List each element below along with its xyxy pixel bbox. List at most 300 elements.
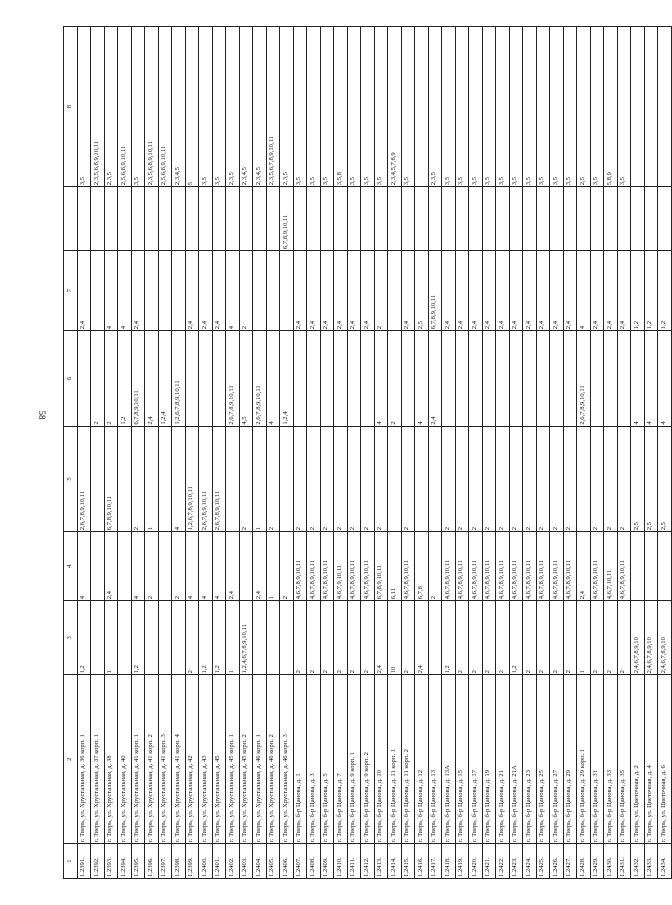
table-cell: 2,4: [226, 532, 240, 601]
table-cell: 2,5: [577, 27, 591, 187]
table-cell: 2: [509, 426, 523, 532]
table-cell: 1.2396.: [145, 844, 159, 879]
table-cell: 2,3,5: [104, 27, 118, 187]
table-cell: г. Тверь, б-р Цанова, д. 7: [334, 675, 348, 844]
table-cell: 4,6,7,9,10,11: [334, 532, 348, 601]
column-header: 5: [64, 426, 78, 532]
table-cell: 6,7,8,9,10,11: [280, 187, 294, 251]
table-cell: 2,4: [550, 251, 564, 331]
table-cell: 3,5: [212, 27, 226, 187]
table-cell: 3,5: [617, 27, 631, 187]
table-cell: 4,6,7,8,9,10,11: [617, 532, 631, 601]
table-cell: 2: [320, 426, 334, 532]
table-cell: [280, 251, 294, 331]
table-cell: 1.2391.: [77, 844, 91, 879]
table-cell: 2: [536, 601, 550, 675]
table-cell: 2,3,4,5,7,8,9: [388, 27, 402, 187]
table-cell: 1.2432.: [631, 844, 645, 879]
table-cell: 2: [401, 601, 415, 675]
table-row: [226, 27, 240, 879]
table-cell: 2,6,7,8,9,10,11: [253, 331, 267, 426]
table-cell: 4,6,7,8,9,10,11: [509, 532, 523, 601]
table-cell: 4: [577, 251, 591, 331]
table-cell: 3,5: [469, 27, 483, 187]
table-cell: 4,6,7,8,9,10,11: [590, 532, 604, 601]
table-cell: 3,5: [401, 27, 415, 187]
table-cell: 2,4: [496, 251, 510, 331]
table-cell: [104, 187, 118, 251]
table-row: [401, 27, 415, 879]
table-cell: 3,5: [590, 27, 604, 187]
table-cell: [604, 187, 618, 251]
table-cell: [91, 601, 105, 675]
table-cell: 1.2394.: [118, 844, 132, 879]
table-cell: [523, 187, 537, 251]
table-row: [442, 27, 456, 879]
table-cell: [577, 187, 591, 251]
table-cell: [590, 187, 604, 251]
table-cell: 2: [361, 426, 375, 532]
table-cell: г. Тверь, ул. Хрустальная, д. 45: [212, 675, 226, 844]
table-cell: [644, 532, 658, 601]
table-cell: 1.2425.: [536, 844, 550, 879]
table-cell: 3,5: [347, 27, 361, 187]
table-cell: 2: [550, 426, 564, 532]
table-cell: г. Тверь, ул. Хрустальная, д. 43: [199, 675, 213, 844]
table-cell: 4,6,7,8,9,10,11: [401, 532, 415, 601]
table-cell: [118, 532, 132, 601]
table-cell: 4: [172, 426, 186, 532]
table-cell: [293, 187, 307, 251]
table-row: [145, 27, 159, 879]
table-cell: 1.2409.: [320, 844, 334, 879]
table-cell: [388, 426, 402, 532]
table-cell: 1.2406.: [280, 844, 294, 879]
table-cell: 10: [388, 601, 402, 675]
table-cell: [158, 426, 172, 532]
page-number: 58: [37, 410, 47, 420]
table-cell: [374, 187, 388, 251]
table-cell: г. Тверь, ул. Хрустальная, д. 41 корп. 1: [131, 675, 145, 844]
table-cell: 2,4: [77, 251, 91, 331]
table-cell: [320, 187, 334, 251]
table-cell: 2,4: [334, 251, 348, 331]
table-cell: 2: [455, 601, 469, 675]
table-cell: 1,2,4,6,7,8,9,10,11: [239, 601, 253, 675]
table-cell: 1.2433.: [644, 844, 658, 879]
table-cell: 1,2: [509, 601, 523, 675]
table-cell: [455, 187, 469, 251]
column-header: 6: [64, 331, 78, 426]
table-cell: 2: [131, 426, 145, 532]
table-cell: 4,6,7,8,9,10,11: [482, 532, 496, 601]
table-cell: 3,5: [199, 27, 213, 187]
table-cell: [77, 331, 91, 426]
table-cell: 1.2392.: [91, 844, 105, 879]
table-cell: 2,3,5,6,7,8,9,10,11: [266, 27, 280, 187]
table-cell: 1.2395.: [131, 844, 145, 879]
table-cell: [307, 331, 321, 426]
table-cell: 4: [644, 331, 658, 426]
table-cell: [91, 187, 105, 251]
table-row: [388, 27, 402, 879]
table-cell: [334, 187, 348, 251]
table-cell: 4,6,7,10,11: [604, 532, 618, 601]
table-cell: [415, 27, 429, 187]
table-cell: [590, 331, 604, 426]
column-header: 1: [64, 844, 78, 879]
table-row: [91, 27, 105, 879]
table-cell: 2,4: [469, 251, 483, 331]
table-cell: 4,5: [239, 331, 253, 426]
table-cell: 1.2408.: [307, 844, 321, 879]
table-cell: 4,6,7,8,9,10,11: [320, 532, 334, 601]
table-cell: [644, 27, 658, 187]
table-cell: 3,5: [550, 27, 564, 187]
table-cell: [401, 187, 415, 251]
table-cell: г. Тверь, б-р Цанова, д. 25: [536, 675, 550, 844]
table-cell: г. Тверь, б-р Цанова, д. 21А: [509, 675, 523, 844]
table-cell: 1.2399.: [185, 844, 199, 879]
table-cell: 1.2393.: [104, 844, 118, 879]
table-cell: [172, 187, 186, 251]
table-cell: 2,3,5: [280, 27, 294, 187]
table-row: [523, 27, 537, 879]
table-cell: 6,7,8,9,10,11: [104, 426, 118, 532]
table-cell: 6,11: [388, 532, 402, 601]
table-cell: 2,4: [401, 251, 415, 331]
table-cell: 2: [563, 601, 577, 675]
table-cell: г. Тверь, б-р Цанова, д. 12: [415, 675, 429, 844]
table-cell: 4,6,7,8,9,10,11: [293, 532, 307, 601]
table-cell: 4,6,7,8,9,10,11: [563, 532, 577, 601]
table-cell: 3,5: [442, 27, 456, 187]
table-cell: г. Тверь, ул. Цветочная, д. 2: [631, 675, 645, 844]
table-cell: 1,2,4: [158, 331, 172, 426]
table-cell: 2: [590, 601, 604, 675]
table-cell: [145, 187, 159, 251]
table-cell: 3,5: [496, 27, 510, 187]
table-cell: [496, 187, 510, 251]
table-cell: 1.2410.: [334, 844, 348, 879]
table-cell: [509, 187, 523, 251]
table-cell: 2,3,4,5: [172, 27, 186, 187]
table-cell: 1.2429.: [590, 844, 604, 879]
table-cell: 1.2416.: [415, 844, 429, 879]
table-cell: [415, 426, 429, 532]
table-cell: [442, 331, 456, 426]
table-cell: [293, 331, 307, 426]
table-cell: [617, 187, 631, 251]
table-cell: 2: [266, 426, 280, 532]
table-cell: [361, 187, 375, 251]
table-cell: [239, 187, 253, 251]
table-cell: 4: [185, 532, 199, 601]
table-row: [590, 27, 604, 879]
table-cell: 2,3,5: [428, 27, 442, 187]
table-cell: г. Тверь, б-р Цанова, д. 5: [320, 675, 334, 844]
table-row: [563, 27, 577, 879]
table-cell: 2,4: [199, 251, 213, 331]
table-cell: г. Тверь, ул. Хрустальная, д. 36 корп. 1: [77, 675, 91, 844]
table-cell: [658, 187, 672, 251]
table-cell: 2: [239, 251, 253, 331]
table-cell: [266, 251, 280, 331]
table-cell: 3,5: [131, 27, 145, 187]
table-cell: [388, 251, 402, 331]
table-row: [482, 27, 496, 879]
table-cell: 2: [239, 426, 253, 532]
table-cell: г. Тверь, ул. Хрустальная, д. 37 корп. 1: [91, 675, 105, 844]
table-cell: 3,5: [455, 27, 469, 187]
table-cell: 2,5: [658, 426, 672, 532]
table-cell: 4,6,7,8,9,10,11: [455, 532, 469, 601]
table-cell: 3,5: [307, 27, 321, 187]
table-row: [550, 27, 564, 879]
table-cell: 2: [523, 426, 537, 532]
table-cell: 2: [361, 601, 375, 675]
table-cell: 2: [388, 331, 402, 426]
table-cell: [428, 426, 442, 532]
table-cell: г. Тверь, ул. Хрустальная, д. 46 корп. 1: [253, 675, 267, 844]
table-cell: 2: [590, 426, 604, 532]
rotated-table-wrapper: [63, 26, 667, 879]
table-cell: 3,5,8: [334, 27, 348, 187]
table-row: [644, 27, 658, 879]
table-cell: 2: [617, 426, 631, 532]
table-cell: 2,4: [577, 532, 591, 601]
table-row: [536, 27, 550, 879]
table-cell: 1.2404.: [253, 844, 267, 879]
table-cell: 1: [145, 426, 159, 532]
table-cell: [617, 331, 631, 426]
table-cell: 6,7,8,9,10,11: [131, 331, 145, 426]
table-cell: 1.2405.: [266, 844, 280, 879]
table-row: [77, 27, 91, 879]
table-cell: 1.2415.: [401, 844, 415, 879]
table-cell: 1.2397.: [158, 844, 172, 879]
table-cell: [604, 331, 618, 426]
table-cell: 2: [496, 426, 510, 532]
table-cell: 1.2426.: [550, 844, 564, 879]
table-body: [77, 27, 671, 879]
table-cell: 1.2400.: [199, 844, 213, 879]
table-cell: 1.2422.: [496, 844, 510, 879]
table-cell: 3,5: [320, 27, 334, 187]
table-cell: 4,6,7,8,9,10,11: [536, 532, 550, 601]
table-row: [320, 27, 334, 879]
table-cell: 2: [185, 601, 199, 675]
table-cell: 1.2428.: [577, 844, 591, 879]
table-cell: [91, 251, 105, 331]
table-cell: 1.2419.: [455, 844, 469, 879]
table-cell: 1.2420.: [469, 844, 483, 879]
table-cell: 2,6,7,8,9,10,11: [199, 426, 213, 532]
table-cell: 1,2: [199, 601, 213, 675]
table-cell: 2: [172, 532, 186, 601]
table-cell: 2: [496, 601, 510, 675]
table-cell: [158, 601, 172, 675]
table-cell: 2: [334, 426, 348, 532]
table-cell: [536, 331, 550, 426]
table-row: [631, 27, 645, 879]
table-row: [617, 27, 631, 879]
table-cell: 5: [185, 27, 199, 187]
table-cell: г. Тверь, б-р Цанова, д. 9 корп. 1: [347, 675, 361, 844]
table-row: [374, 27, 388, 879]
table-cell: г. Тверь, ул. Хрустальная, д. 42: [185, 675, 199, 844]
table-cell: [550, 331, 564, 426]
table-cell: [563, 187, 577, 251]
column-header: 7: [64, 251, 78, 331]
table-cell: г. Тверь, б-р Цанова, д. 17: [469, 675, 483, 844]
table-cell: 1,2,4: [280, 331, 294, 426]
table-cell: 4,6,7,8,9,10,11: [442, 532, 456, 601]
table-row: [280, 27, 294, 879]
table-cell: г. Тверь, б-р Цанова, д. 10: [374, 675, 388, 844]
column-header: [64, 187, 78, 251]
table-cell: 4: [631, 331, 645, 426]
table-cell: [496, 331, 510, 426]
table-cell: 2,4: [455, 251, 469, 331]
table-cell: 4,6,7,8,9,10,11: [496, 532, 510, 601]
table-cell: [145, 601, 159, 675]
table-cell: 2,4,6,7,8,9,10: [631, 601, 645, 675]
table-cell: 2,5: [644, 426, 658, 532]
table-row: [104, 27, 118, 879]
table-cell: [185, 331, 199, 426]
table-cell: [388, 187, 402, 251]
table-cell: 1.2402.: [226, 844, 240, 879]
table-cell: 4: [199, 532, 213, 601]
table-row: [334, 27, 348, 879]
table-cell: 1.2424.: [523, 844, 537, 879]
table-cell: 2,5,6,8,9,10,11: [158, 27, 172, 187]
table-cell: [199, 331, 213, 426]
table-cell: 4: [374, 331, 388, 426]
table-cell: 1.2430.: [604, 844, 618, 879]
table-cell: 2: [293, 426, 307, 532]
table-cell: 2: [401, 426, 415, 532]
table-cell: 2,4: [442, 251, 456, 331]
table-cell: г. Тверь, б-р Цанова, д. 31: [590, 675, 604, 844]
table-cell: [280, 601, 294, 675]
table-cell: [158, 532, 172, 601]
table-cell: 2: [307, 601, 321, 675]
table-cell: [523, 331, 537, 426]
table-cell: 2,6,7,8,9,10,11: [226, 331, 240, 426]
table-cell: 2: [536, 426, 550, 532]
table-cell: [347, 187, 361, 251]
table-cell: 1,2: [644, 251, 658, 331]
table-cell: г. Тверь, ул. Хрустальная, д. 45 корп. 2: [239, 675, 253, 844]
table-cell: [509, 331, 523, 426]
table-row: [212, 27, 226, 879]
table-row: [509, 27, 523, 879]
table-cell: 2: [563, 426, 577, 532]
table-cell: [361, 331, 375, 426]
table-cell: 4,6,7,8,9,10,11: [550, 532, 564, 601]
table-cell: [442, 187, 456, 251]
table-cell: 2: [604, 601, 618, 675]
table-cell: 4: [226, 251, 240, 331]
table-cell: 3,5: [293, 27, 307, 187]
table-cell: 2,4: [523, 251, 537, 331]
table-cell: 2: [280, 532, 294, 601]
table-cell: [307, 187, 321, 251]
table-cell: [563, 331, 577, 426]
table-cell: г. Тверь, б-р Цанова, д. 13А: [442, 675, 456, 844]
table-cell: 2,4,6,7,8,9,10: [644, 601, 658, 675]
table-cell: [550, 187, 564, 251]
table-cell: [266, 601, 280, 675]
table-cell: г. Тверь, ул. Хрустальная, д. 45 корп. 1: [226, 675, 240, 844]
table-cell: 2,4: [185, 251, 199, 331]
table-cell: [577, 426, 591, 532]
table-cell: [226, 426, 240, 532]
table-cell: 2: [482, 426, 496, 532]
table-cell: [482, 187, 496, 251]
table-cell: г. Тверь, б-р Цанова, д. 23: [523, 675, 537, 844]
table-cell: 3,5: [563, 27, 577, 187]
table-cell: г. Тверь, б-р Цанова, д. 13: [428, 675, 442, 844]
table-cell: 2,4: [509, 251, 523, 331]
table-cell: [401, 331, 415, 426]
table-cell: 1: [253, 426, 267, 532]
table-cell: [644, 187, 658, 251]
table-cell: г. Тверь, б-р Цанова, д. 1: [293, 675, 307, 844]
table-cell: г. Тверь, ул. Хрустальная, д. 46 корп. 3: [280, 675, 294, 844]
table-cell: [91, 532, 105, 601]
table-cell: [658, 532, 672, 601]
table-cell: [253, 187, 267, 251]
table-cell: 1.2407.: [293, 844, 307, 879]
column-header: 3: [64, 601, 78, 675]
table-cell: г. Тверь, б-р Цанова, д. 29 корп. 1: [577, 675, 591, 844]
table-cell: 4,6,7,8,9,10,11: [523, 532, 537, 601]
table-cell: [212, 331, 226, 426]
table-cell: [77, 187, 91, 251]
table-cell: 1,2: [131, 601, 145, 675]
table-cell: [172, 251, 186, 331]
table-cell: 2: [455, 426, 469, 532]
table-cell: 1,2: [77, 601, 91, 675]
table-cell: 1,2: [658, 251, 672, 331]
table-cell: 2,3,5,6,8,9,10,11: [145, 27, 159, 187]
table-cell: 2: [550, 601, 564, 675]
table-cell: [239, 532, 253, 601]
table-cell: 1.2398.: [172, 844, 186, 879]
table-cell: г. Тверь, б-р Цанова, д. 11 корп. 1: [388, 675, 402, 844]
table-cell: 2: [307, 426, 321, 532]
table-cell: [266, 187, 280, 251]
table-row: [307, 27, 321, 879]
table-cell: 3,5: [509, 27, 523, 187]
table-cell: 2,4: [563, 251, 577, 331]
table-cell: [158, 251, 172, 331]
table-cell: г. Тверь, б-р Цанова, д. 21: [496, 675, 510, 844]
table-cell: 2,4: [320, 251, 334, 331]
table-cell: 2,4: [293, 251, 307, 331]
table-cell: 1: [226, 601, 240, 675]
table-cell: 2,4: [253, 532, 267, 601]
table-cell: 2: [374, 426, 388, 532]
table-cell: 2,3,4,5: [253, 27, 267, 187]
table-row: [658, 27, 672, 879]
table-cell: 2: [347, 601, 361, 675]
table-cell: г. Тверь, ул. Цветочная, д. 6: [658, 675, 672, 844]
table-cell: [320, 331, 334, 426]
